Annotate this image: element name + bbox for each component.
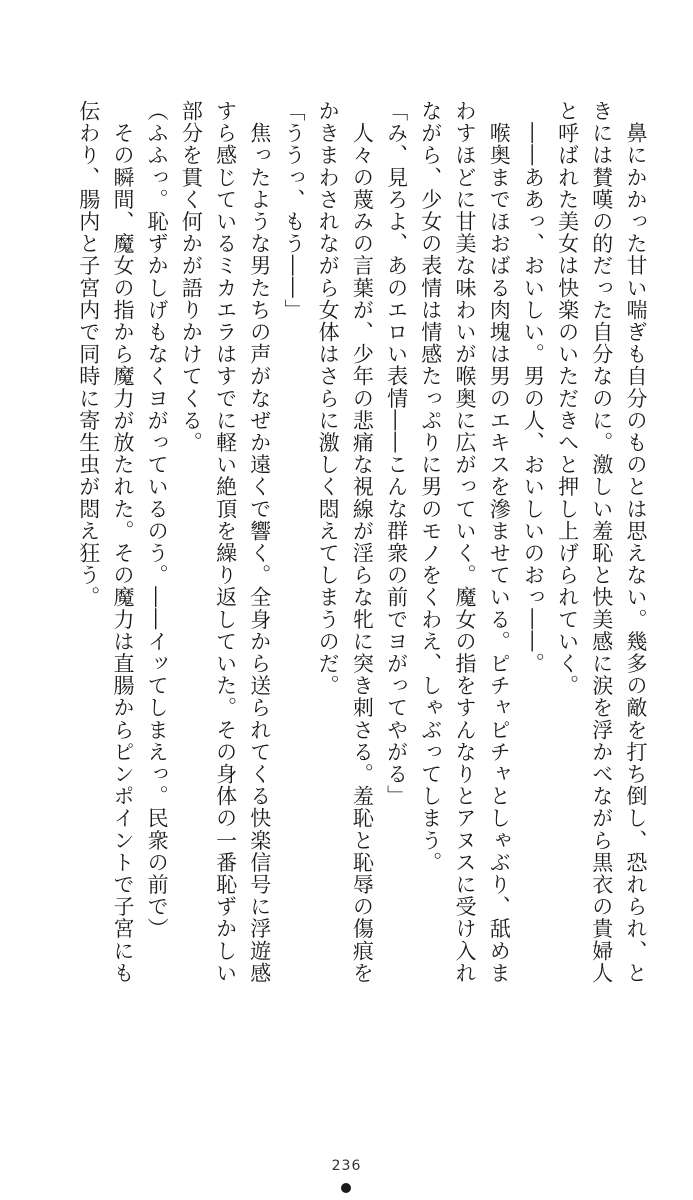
- text-line: 鼻にかかった甘い喘ぎも自分のものとは思えない。幾多の敵を打ち倒し、恐れられ、と: [624, 100, 648, 984]
- text-line: かきまわされながら女体はさらに激しく悶えてしまうのだ。: [316, 100, 341, 697]
- text-line: 部分を貫く何かが語りかけてくる。: [179, 100, 204, 454]
- text-line: わすほどに甘美な味わいが喉奥に広がっていく。魔女の指をすんなりとアヌスに受け入れ: [452, 100, 477, 984]
- page-marker-dot: [341, 1183, 351, 1193]
- page-number: 236: [331, 1158, 362, 1174]
- text-line: ながら、少女の表情は情感たっぷりに男のモノをくわえ、しゃぶってしまう。: [418, 100, 443, 874]
- text-line: 焦ったような男たちの声がなぜか遠くで響く。全身から送られてくる快楽信号に浮遊感: [247, 100, 272, 984]
- text-line: 「ううっ、もう――」: [281, 100, 306, 321]
- text-line: きには賛嘆の的だった自分なのに。激しい羞恥と快美感に涙を浮かべながら黒衣の貴婦人: [589, 100, 614, 984]
- text-line: すら感じているミカエラはすでに軽い絶頂を繰り返していた。その身体の一番恥ずかしい: [213, 100, 238, 984]
- text-line: （ふふっ。恥ずかしげもなくヨがっているのう。――イッてしまえっ。民衆の前で）: [145, 100, 170, 940]
- text-line: 喉奥までほおばる肉塊は男のエキスを滲ませている。ピチャピチャとしゃぶり、舐めま: [487, 100, 512, 984]
- text-line: ――ああっ、おいしい。男の人、おいしいのおっ――。: [521, 100, 546, 675]
- text-line: 人々の蔑みの言葉が、少年の悲痛な視線が淫らな牝に突き刺さる。羞恥と恥辱の傷痕を: [350, 100, 375, 984]
- text-line: 伝わり、腸内と子宮内で同時に寄生虫が悶え狂う。: [76, 100, 101, 609]
- text-line: 「み、見ろよ、あのエロい表情――こんな群衆の前でヨがってやがる」: [384, 100, 409, 808]
- text-line: その瞬間、魔女の指から魔力が放たれた。その魔力は直腸からピンポイントで子宮にも: [110, 100, 135, 984]
- text-line: と呼ばれた美女は快楽のいただきへと押し上げられていく。: [555, 100, 580, 697]
- vertical-text-block: [23, 100, 653, 1000]
